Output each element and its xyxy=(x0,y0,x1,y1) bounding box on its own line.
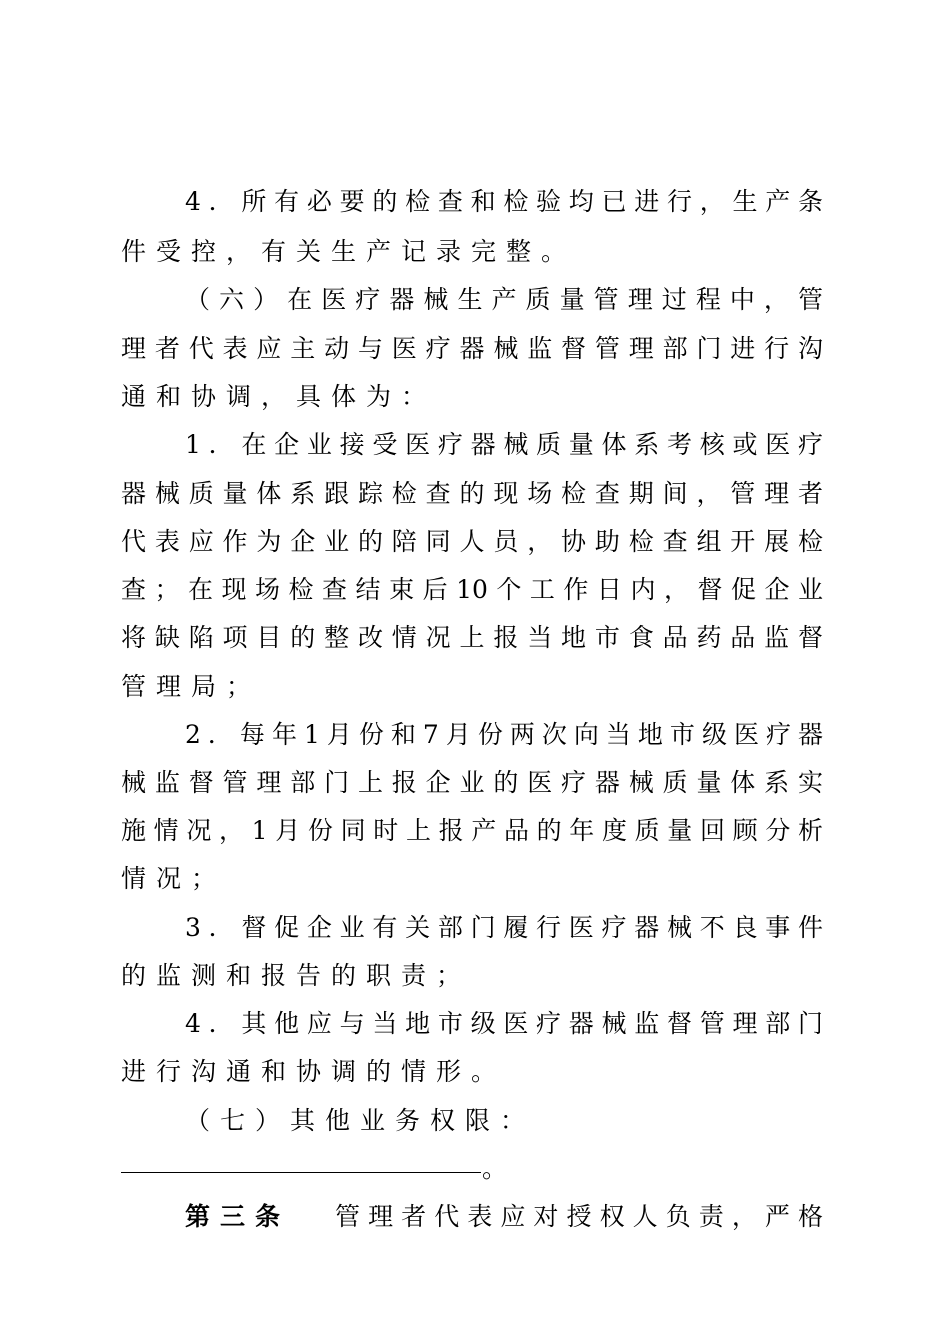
paragraph-line: （七）其他业务权限： xyxy=(185,1106,536,1135)
paragraph-line: 理者代表应主动与医疗器械监督管理部门进行沟 xyxy=(121,334,823,363)
paragraph-line: 施情况，1月份同时上报产品的年度质量回顾分析 xyxy=(121,816,823,845)
paragraph-line: 3．督促企业有关部门履行医疗器械不良事件 xyxy=(185,913,823,942)
article-text: 管理者代表应对授权人负责，严格 xyxy=(335,1202,823,1231)
paragraph-line: 查；在现场检查结束后10个工作日内，督促企业 xyxy=(121,575,823,604)
paragraph-line: 械监督管理部门上报企业的医疗器械质量体系实 xyxy=(121,768,823,797)
paragraph-line: 管理局； xyxy=(121,672,262,701)
paragraph-line: 1．在企业接受医疗器械质量体系考核或医疗 xyxy=(185,430,823,459)
paragraph-line: 4．所有必要的检查和检验均已进行，生产条 xyxy=(185,187,823,216)
paragraph-line: 2．每年1月份和7月份两次向当地市级医疗器 xyxy=(185,720,823,749)
paragraph-line: （六）在医疗器械生产质量管理过程中，管 xyxy=(185,285,823,314)
article-heading: 第三条 xyxy=(185,1202,291,1231)
fill-in-blank xyxy=(121,1172,481,1173)
blank-end-punctuation: 。 xyxy=(482,1154,508,1183)
paragraph-line: 4．其他应与当地市级医疗器械监督管理部门 xyxy=(185,1009,823,1038)
paragraph-line: 器械质量体系跟踪检查的现场检查期间，管理者 xyxy=(121,479,823,508)
paragraph-line: 的监测和报告的职责； xyxy=(121,961,472,990)
article-line xyxy=(185,1200,823,1234)
paragraph-line: 进行沟通和协调的情形。 xyxy=(121,1057,507,1086)
paragraph-line: 将缺陷项目的整改情况上报当地市食品药品监督 xyxy=(121,623,823,652)
paragraph-line: 通和协调，具体为： xyxy=(121,382,437,411)
paragraph-line: 件受控，有关生产记录完整。 xyxy=(121,237,577,266)
paragraph-line: 情况； xyxy=(121,864,227,893)
paragraph-line: 代表应作为企业的陪同人员，协助检查组开展检 xyxy=(121,527,823,556)
